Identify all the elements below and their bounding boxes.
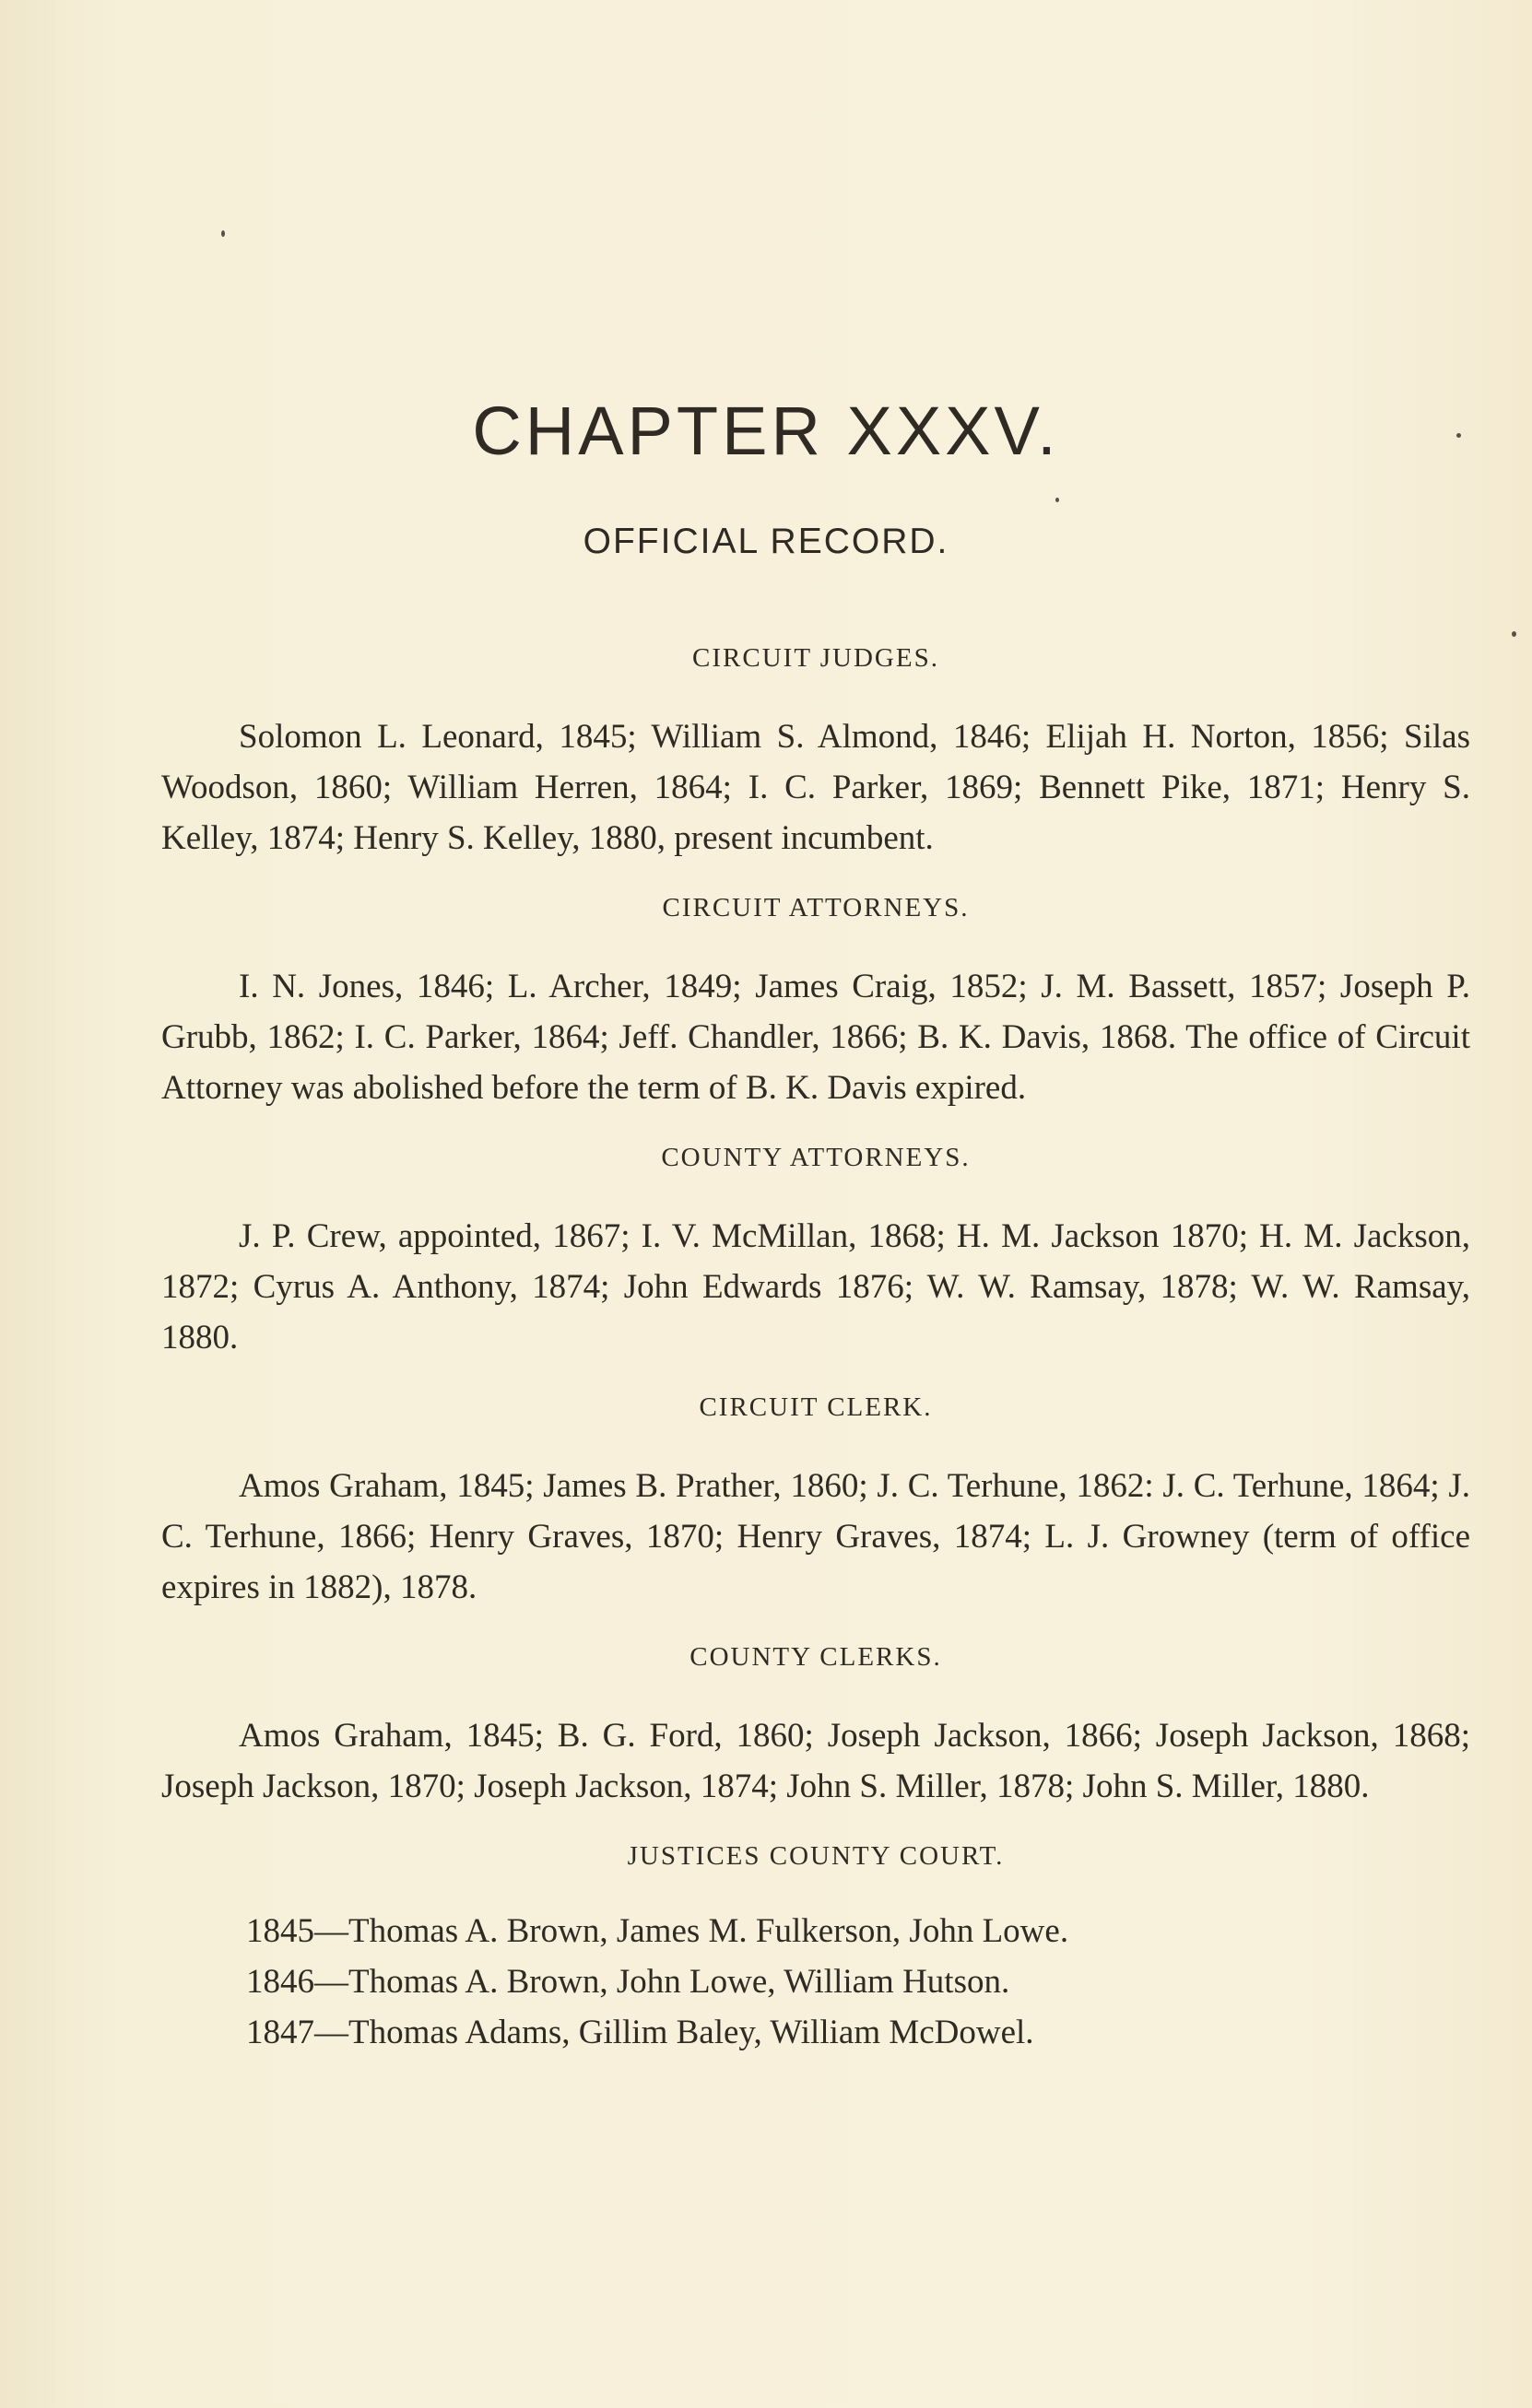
justice-entry: 1847—Thomas Adams, Gillim Baley, William McDowel. <box>246 2014 1034 2051</box>
document-content <box>161 636 1470 2058</box>
section-county-attorneys <box>161 1135 1470 1385</box>
section-heading: CIRCUIT CLERK. <box>699 1392 933 1422</box>
justices-list <box>161 1878 1470 2058</box>
section-body: Amos Graham, 1845; James B. Prather, 1860; J. C. Terhune, 1862: J. C. Terhune, 1864; J. C. Terhune, 1866; Henry Graves, 1870; Henry Graves, 1874; L. J. Growney (term of office expires in 1882), 1878. <box>161 1467 1470 1606</box>
section-justices-county-court <box>161 1834 1470 2058</box>
record-title: OFFICIAL RECORD. <box>583 522 949 561</box>
page-speck <box>1055 498 1059 502</box>
section-body: Amos Graham, 1845; B. G. Ford, 1860; Joseph Jackson, 1866; Joseph Jackson, 1868; Joseph Jackson, 1870; Joseph Jackson, 1874; John S. Miller, 1878; John S. Miller, 1880. <box>161 1717 1470 1805</box>
section-body: I. N. Jones, 1846; L. Archer, 1849; James Craig, 1852; J. M. Bassett, 1857; Joseph P. Grubb, 1862; I. C. Parker, 1864; Jeff. Chandler, 1866; B. K. Davis, 1868. The office of Circuit Attorney was abolished before the term of B. K. Davis expired. <box>161 968 1470 1107</box>
section-body: J. P. Crew, appointed, 1867; I. V. McMillan, 1868; H. M. Jackson 1870; H. M. Jackson, 1872; Cyrus A. Anthony, 1874; John Edwards 1876; W. W. Ramsay, 1878; W. W. Ramsay, 1880. <box>161 1217 1470 1357</box>
chapter-title: CHAPTER XXXV. <box>472 393 1060 469</box>
section-circuit-attorneys <box>161 886 1470 1135</box>
justice-entry: 1846—Thomas A. Brown, John Lowe, William Hutson. <box>246 1963 1010 2001</box>
section-heading: CIRCUIT ATTORNEYS. <box>662 893 970 922</box>
section-heading: COUNTY ATTORNEYS. <box>661 1143 971 1172</box>
section-heading: JUSTICES COUNTY COURT. <box>627 1841 1005 1871</box>
section-circuit-judges <box>161 636 1470 886</box>
section-body: Solomon L. Leonard, 1845; William S. Almond, 1846; Elijah H. Norton, 1856; Silas Woodson, 1860; William Herren, 1864; I. C. Parker, 1869; Bennett Pike, 1871; Henry S. Kelley, 1874; Henry S. Kelley, 1880, present incumbent. <box>161 718 1470 857</box>
section-heading: CIRCUIT JUDGES. <box>692 643 939 673</box>
page-speck <box>1512 631 1516 637</box>
section-circuit-clerk <box>161 1385 1470 1635</box>
section-heading: COUNTY CLERKS. <box>689 1642 942 1672</box>
justice-entry: 1845—Thomas A. Brown, James M. Fulkerson, John Lowe. <box>246 1912 1069 1950</box>
section-county-clerks <box>161 1635 1470 1834</box>
page-speck <box>221 230 225 237</box>
